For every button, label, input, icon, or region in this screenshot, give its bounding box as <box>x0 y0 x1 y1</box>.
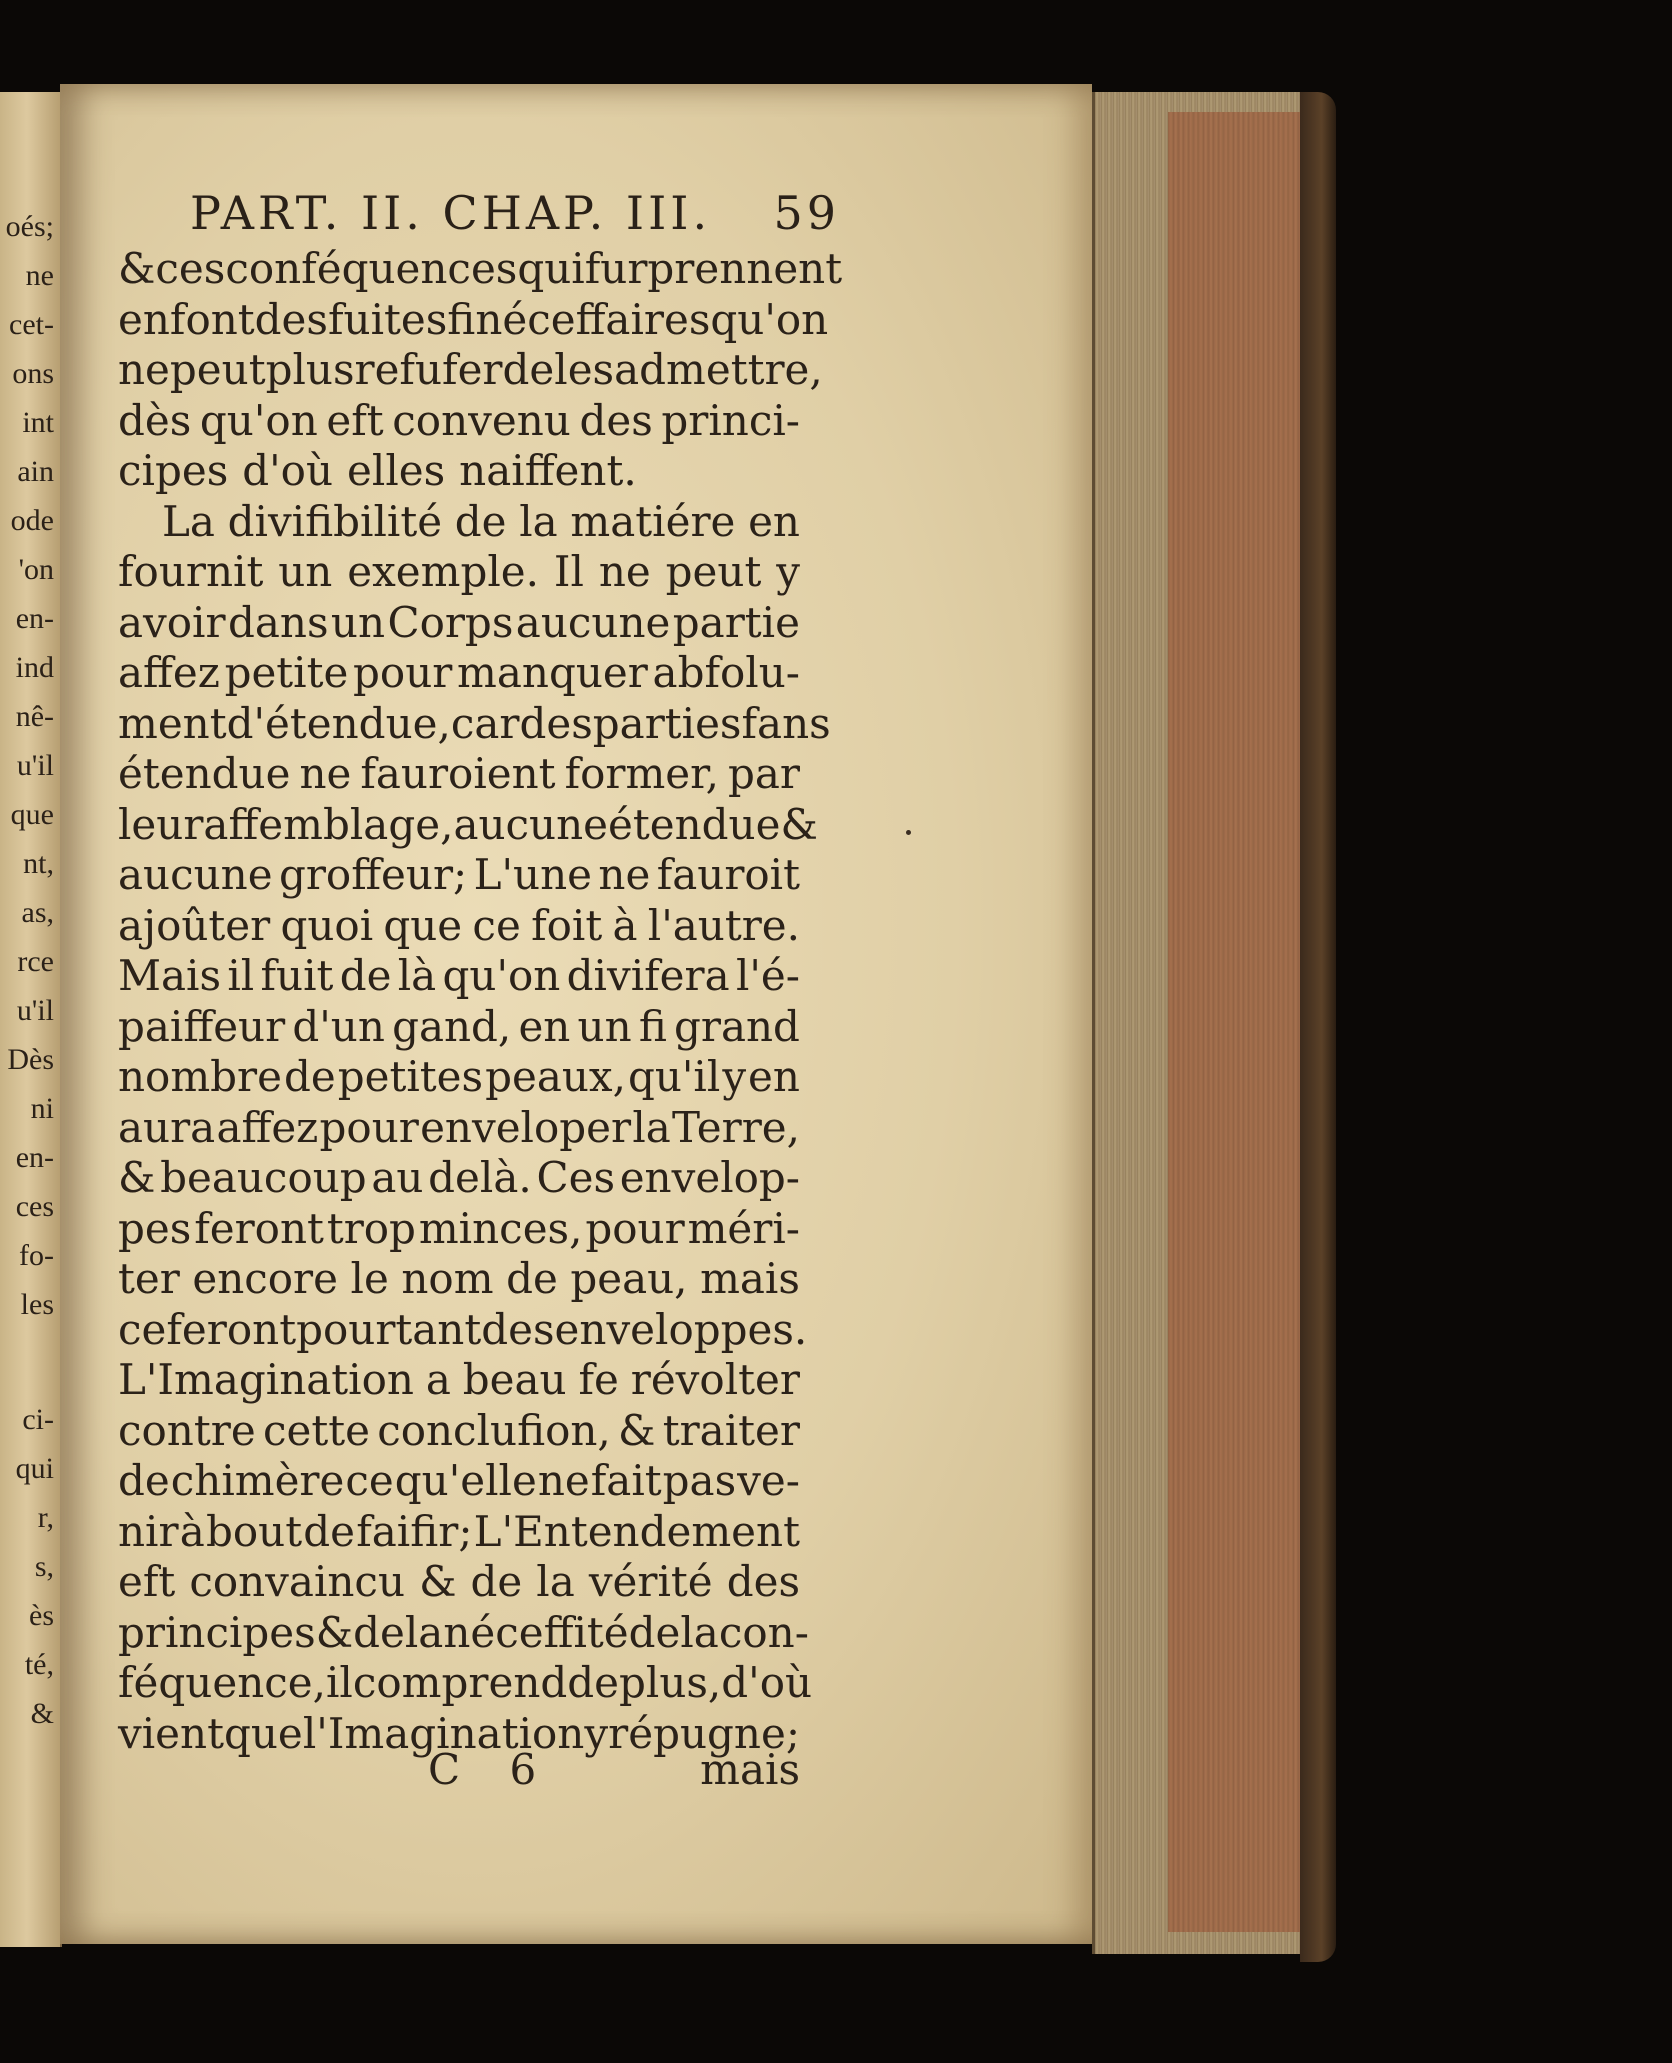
word: cette <box>262 1405 370 1455</box>
page-header <box>190 186 840 250</box>
word: à <box>179 1506 205 1556</box>
word: nir <box>118 1506 179 1556</box>
word: plus, <box>619 1658 722 1707</box>
word: révolter <box>630 1355 800 1404</box>
text-line <box>118 1153 800 1204</box>
word: princi- <box>661 395 800 445</box>
word: dans <box>227 597 329 647</box>
word: manquer <box>457 648 648 697</box>
word: qu'elle <box>394 1456 537 1505</box>
catchword: mais <box>700 1745 800 1794</box>
word: pour <box>353 648 453 697</box>
text-line <box>118 799 818 851</box>
word: néceffaires <box>475 294 711 344</box>
word: beaucoup <box>160 1153 367 1202</box>
word: plus <box>265 345 355 394</box>
word: vérité <box>588 1557 713 1606</box>
word: le <box>350 1254 389 1303</box>
word: aucune <box>453 799 609 849</box>
word: de <box>567 1658 619 1707</box>
text-line <box>118 345 823 396</box>
word: là <box>397 951 437 1000</box>
text-line <box>118 1052 800 1103</box>
text-line <box>118 951 800 1002</box>
word: de <box>502 345 555 394</box>
word: convenu <box>392 395 571 445</box>
word: pas <box>662 1456 737 1505</box>
word: La <box>162 496 215 546</box>
word: convaincu <box>189 1557 406 1606</box>
word: qu'il <box>627 1052 721 1101</box>
word: eft <box>118 1557 176 1606</box>
word: de <box>303 1506 356 1556</box>
word: aucune <box>118 850 273 899</box>
word: fe <box>578 1355 619 1404</box>
word: fuites <box>327 294 448 344</box>
word: peau, <box>570 1254 688 1303</box>
word: Corps <box>387 597 514 647</box>
facing-page-fragment: fo- <box>19 1239 54 1272</box>
facing-page-fragment: en- <box>15 1141 54 1174</box>
word: paiffeur <box>118 1001 286 1051</box>
word: aucune <box>515 597 671 647</box>
word: & <box>618 1405 656 1455</box>
facing-page-fragment: s, <box>34 1550 54 1583</box>
word: de <box>454 496 507 546</box>
facing-page-fragment: u'il <box>16 994 54 1027</box>
word: gand, <box>392 1001 512 1051</box>
word: par <box>727 749 800 798</box>
word: delà. <box>428 1153 532 1202</box>
word: conféquences <box>225 244 518 293</box>
word: des <box>481 1304 555 1354</box>
word: abfolu- <box>652 648 800 697</box>
word: grand <box>674 1001 800 1051</box>
word: affez <box>118 648 220 697</box>
word: des <box>519 698 593 748</box>
word: L'Imagination <box>118 1355 414 1404</box>
facing-page-fragment: ci- <box>22 1403 54 1436</box>
word: en <box>518 1001 571 1051</box>
word: chimère <box>170 1456 345 1505</box>
facing-page-fragment: que <box>10 798 54 831</box>
word: fans <box>741 698 831 748</box>
word: un <box>278 547 333 596</box>
word: ce <box>472 900 521 950</box>
word: mais <box>700 1254 800 1303</box>
text-line <box>118 598 800 649</box>
word: fuit <box>260 951 334 1000</box>
word: car <box>450 698 520 748</box>
word: pourtant <box>296 1304 482 1354</box>
book-cover <box>1300 92 1336 1962</box>
word: affez <box>216 1102 319 1152</box>
facing-page-fragment: oés; <box>5 210 54 243</box>
word: fi <box>638 1001 667 1051</box>
word: & <box>118 244 156 293</box>
word: ce <box>345 1456 394 1505</box>
facing-page-fragment: té, <box>24 1648 54 1681</box>
word: bout <box>205 1506 303 1556</box>
word: de <box>628 1607 681 1657</box>
word: & <box>419 1557 457 1606</box>
facing-page-fragment: r, <box>37 1501 54 1534</box>
text-line <box>118 497 800 548</box>
word: elles <box>347 446 446 495</box>
word: envelop- <box>619 1153 800 1202</box>
word: au <box>371 1153 424 1202</box>
word: fauroit <box>656 850 800 899</box>
word: en <box>118 294 170 344</box>
word: petites <box>337 1052 484 1101</box>
word: petite <box>224 648 349 697</box>
facing-page-fragment: & <box>30 1697 54 1730</box>
text-line <box>118 244 843 295</box>
word: de <box>506 1254 558 1303</box>
word: à <box>612 900 638 950</box>
word: étendue <box>608 799 781 849</box>
text-line <box>118 698 831 750</box>
word: un <box>577 1001 632 1051</box>
facing-page-fragment: ind <box>15 651 54 684</box>
word: ajoûter <box>118 900 271 950</box>
word: beau <box>462 1355 567 1404</box>
word: néceffité <box>443 1607 629 1657</box>
facing-page-fragment: ces <box>15 1190 54 1223</box>
text-line <box>118 1557 800 1608</box>
page-footer <box>118 1745 800 1801</box>
word: qu'on <box>710 294 829 344</box>
word: la <box>536 1557 575 1606</box>
word: pes <box>118 1203 192 1253</box>
word: d'étendue, <box>226 698 451 748</box>
text-line <box>118 1103 800 1154</box>
word: divifera <box>566 951 730 1000</box>
word: ne <box>598 850 651 899</box>
word: en <box>748 1052 800 1101</box>
word: trop <box>326 1203 416 1253</box>
word: méri- <box>687 1203 800 1253</box>
facing-page-fragment: ode <box>10 504 54 537</box>
word: y <box>584 1708 609 1758</box>
word: faifir; <box>356 1506 473 1556</box>
word: fait <box>590 1456 662 1505</box>
word: les <box>554 345 615 394</box>
word: admettre, <box>614 345 823 394</box>
word: former, <box>564 749 719 798</box>
word: ment <box>118 698 227 748</box>
facing-page-fragment: en- <box>15 602 54 635</box>
facing-page-fragment: qui <box>15 1452 54 1485</box>
word: parties <box>592 698 742 748</box>
text-line <box>118 1254 800 1305</box>
facing-page-fragment: 'on <box>18 553 54 586</box>
word: pour <box>585 1203 685 1253</box>
page-number: 59 <box>773 186 840 240</box>
word: la <box>680 1607 719 1657</box>
text-line <box>118 1002 800 1053</box>
word: a <box>425 1355 451 1404</box>
text-line <box>118 850 800 901</box>
text-line <box>118 1304 808 1356</box>
word: des <box>726 1557 800 1606</box>
word: enveloppes. <box>554 1304 808 1354</box>
word: naiffent. <box>459 446 637 495</box>
text-line <box>118 1204 800 1255</box>
word: feront <box>166 1304 297 1354</box>
facing-page-fragment: ni <box>30 1092 54 1125</box>
word: ne <box>537 1456 590 1505</box>
signature-mark: C 6 <box>428 1745 555 1794</box>
text-line <box>118 648 800 699</box>
word: traiter <box>662 1405 800 1455</box>
facing-page-fragment: cet- <box>9 308 54 341</box>
word: dès <box>118 395 192 445</box>
word: féquence, <box>118 1658 326 1707</box>
facing-page-fragment: as, <box>21 896 54 929</box>
word: & <box>315 1607 354 1657</box>
word: qui <box>517 244 585 293</box>
word: fi <box>447 294 476 344</box>
text-line <box>118 294 829 346</box>
word: ter <box>118 1254 180 1303</box>
word: peaux, <box>485 1052 626 1101</box>
word: font <box>169 294 255 344</box>
word: la <box>404 1607 444 1657</box>
facing-page-fragment: ain <box>17 455 54 488</box>
word: y <box>776 547 800 596</box>
word: étendue <box>118 749 291 798</box>
body-text <box>118 244 843 1759</box>
word: L'Entendement <box>473 1506 800 1556</box>
word: refufer <box>354 345 503 394</box>
word: ce <box>118 1304 167 1354</box>
facing-page-fragment: nê- <box>15 700 54 733</box>
word: de <box>118 1456 170 1505</box>
word: répugne; <box>608 1708 800 1758</box>
word: minces, <box>418 1203 583 1253</box>
word: Mais <box>118 951 222 1000</box>
text-line <box>118 1406 800 1457</box>
word: la <box>632 1102 671 1152</box>
running-title: PART. II. CHAP. III. <box>190 186 712 240</box>
word: contre <box>118 1405 256 1455</box>
word: foit <box>531 900 603 950</box>
word: de <box>353 1607 405 1657</box>
text-line <box>118 1355 800 1406</box>
facing-page-fragment: Dès <box>7 1043 54 1076</box>
text-line <box>118 396 800 447</box>
word: matiére <box>570 496 736 546</box>
word: peut <box>169 345 266 394</box>
word: Terre, <box>672 1102 800 1152</box>
facing-page-fragment: ès <box>29 1599 54 1632</box>
word: nom <box>401 1254 494 1303</box>
word: d'où <box>721 1658 813 1707</box>
page-edge-staining <box>1168 112 1310 1932</box>
text-line <box>118 901 800 952</box>
word: la <box>519 496 558 546</box>
word: ne <box>598 547 651 596</box>
facing-page-fragment: les <box>20 1288 54 1321</box>
word: des <box>254 294 328 344</box>
facing-page-fragment: nt, <box>23 847 54 880</box>
word: qu'on <box>442 951 561 1000</box>
word: groffeur; <box>278 850 468 899</box>
text-line <box>118 749 800 800</box>
word: nombre <box>118 1052 282 1101</box>
word: en <box>748 496 800 546</box>
word: furprennent <box>584 244 843 293</box>
text-line <box>118 1607 809 1659</box>
word: ne <box>118 345 170 394</box>
word: l'autre. <box>647 900 800 950</box>
word: Ces <box>536 1153 615 1202</box>
word: partie <box>672 597 800 647</box>
word: divifibilité <box>227 496 443 546</box>
word: eft <box>326 395 384 445</box>
word: vient <box>118 1708 224 1758</box>
word: d'où <box>242 446 334 495</box>
word: ces <box>155 244 226 293</box>
word: que <box>224 1708 303 1758</box>
word: cipes <box>118 446 229 495</box>
facing-page-fragment: ons <box>12 357 54 390</box>
word: enveloper <box>420 1102 632 1152</box>
word: feront <box>194 1203 324 1253</box>
word: Il <box>553 547 584 596</box>
word: l'é- <box>735 951 800 1000</box>
word: qu'on <box>199 395 318 445</box>
text-line <box>118 547 800 598</box>
facing-page-fragment: ne <box>25 259 54 292</box>
word: fournit <box>118 547 264 596</box>
text-line <box>118 1456 800 1507</box>
word: ve- <box>737 1456 800 1505</box>
word: de <box>339 951 392 1000</box>
word: y <box>722 1052 747 1101</box>
facing-page-fragment: int <box>22 406 54 439</box>
word: d'un <box>292 1001 385 1051</box>
word: exemple. <box>347 547 539 596</box>
word: aura <box>118 1102 216 1152</box>
word: il <box>227 951 255 1000</box>
text-line <box>118 1658 813 1709</box>
word: quoi <box>280 900 374 950</box>
word: encore <box>192 1254 338 1303</box>
facing-page-edge <box>0 92 62 1947</box>
text-line <box>118 1507 800 1558</box>
word: un <box>330 597 386 647</box>
word: de <box>283 1052 336 1101</box>
word: principes <box>118 1607 316 1657</box>
word: pour <box>319 1102 419 1152</box>
facing-page-fragment: u'il <box>16 749 54 782</box>
word: de <box>470 1557 523 1606</box>
word: comprend <box>352 1658 568 1707</box>
word: L'une <box>473 850 592 899</box>
ink-speck <box>906 830 911 835</box>
word: des <box>579 395 653 445</box>
facing-page-fragment: rce <box>17 945 54 978</box>
word: avoir <box>118 597 226 647</box>
word: peut <box>665 547 762 596</box>
word: & <box>118 1153 156 1202</box>
word: ne <box>299 749 352 798</box>
word: leur <box>118 799 204 849</box>
word: conclufion, <box>377 1405 611 1455</box>
word: affemblage, <box>203 799 454 849</box>
word: fauroient <box>360 749 556 798</box>
word: l'Imagination <box>302 1708 585 1758</box>
text-line <box>118 446 800 497</box>
word: con- <box>718 1607 809 1657</box>
word: que <box>383 900 463 950</box>
word: il <box>325 1658 353 1707</box>
word: & <box>780 799 818 849</box>
